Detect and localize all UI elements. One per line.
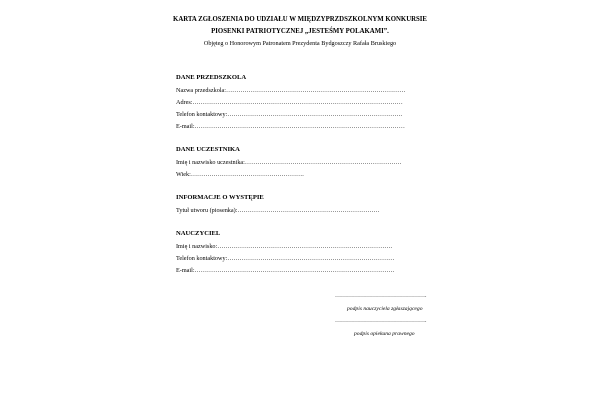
teacher-email-field: E-mail:…………………………………………………………………………………….	[176, 267, 395, 274]
teacher-signature-line: ……………………………………….	[335, 293, 427, 299]
preschool-address-field: Adres:…………………………………………………………………………………………	[176, 99, 403, 106]
patronage-note: Objęteg o Honorowym Patronatem Prezydenta Bydgoszczy Rafała Bruskiego	[203, 40, 397, 47]
song-title-field: Tytuł utworu (piosenka):……………………………………………………………	[176, 207, 380, 214]
form-title-line-1: KARTA ZGŁOSZENIA DO UDZIAŁU W MIĘDZYPRZDSZKOLNYM KONKURSIE	[173, 16, 427, 23]
teacher-signature-label: podpis nauczyciela zgłaszającego	[347, 306, 423, 312]
participant-age-field: Wiek:……………………………………………….	[176, 171, 304, 178]
section-title-performance: INFORMACJE O WYSTĘPIE	[176, 194, 264, 201]
section-title-preschool: DANE PRZEDSZKOLA	[176, 74, 247, 81]
preschool-name-field: Nazwa przedszkola:……………………………………………………………………………	[176, 87, 406, 94]
guardian-signature-line: ……………………………………….	[335, 318, 427, 324]
preschool-phone-field: Telefon kontaktowy:………………………………………………………………………….	[176, 111, 403, 118]
form-title-line-2: PIOSENKI PATRIOTYCZNEJ „JESTEŚMY POLAKAMI”.	[211, 28, 389, 35]
preschool-email-field: E-mail:…………………………………………………………………………………………	[176, 123, 405, 130]
section-title-teacher: NAUCZYCIEL	[176, 230, 221, 237]
section-title-participant: DANE UCZESTNIKA	[176, 146, 240, 153]
guardian-signature-label: podpis opiekuna prawnego	[354, 331, 415, 337]
teacher-name-field: Imię i nazwisko:………………………………………………………………………….	[176, 243, 393, 250]
participant-name-field: Imię i nazwisko uczestnika:………………………………………………………………….	[176, 159, 402, 166]
teacher-phone-field: Telefon kontaktowy:………………………………………………………………………	[176, 255, 395, 262]
